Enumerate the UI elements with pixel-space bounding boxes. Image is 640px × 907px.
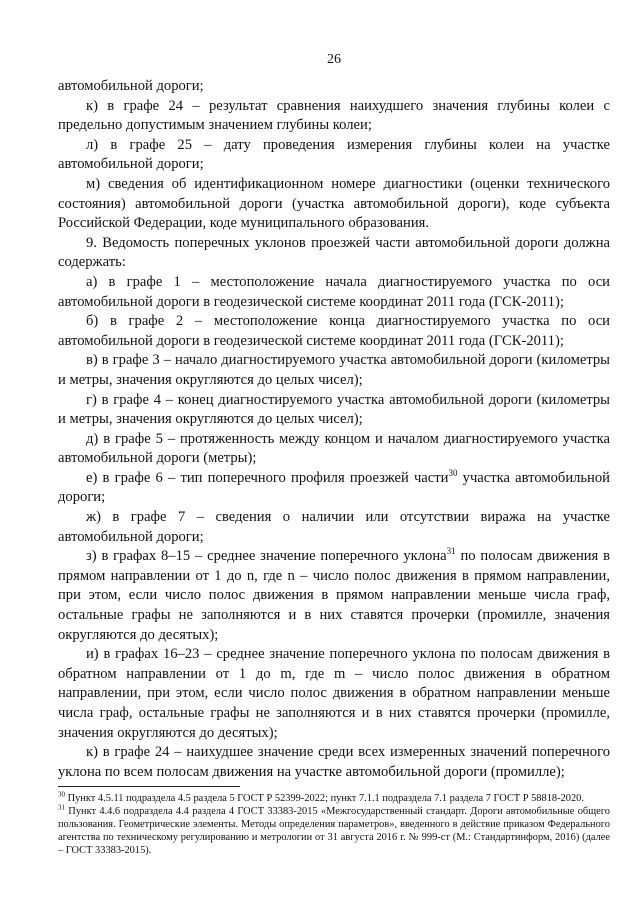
paragraph-text: з) в графах 8–15 – среднее значение поперечного уклона	[86, 548, 447, 565]
paragraph	[58, 645, 610, 743]
paragraph	[58, 136, 610, 175]
paragraph	[58, 234, 610, 273]
document-body	[58, 77, 610, 782]
paragraph-text: и) в графах 16–23 – среднее значение поперечного уклона по полосам движения в обратном направлении от 1 до m, где m – число полос движения в обратном направлении, при этом, если число полос движения в обратном направлении меньше числа граф, остальные графы не заполняются и в них ставятся прочерки (промилле, значения округляются до десятых);	[58, 646, 610, 741]
paragraph	[58, 469, 610, 508]
footnote-separator	[58, 786, 240, 787]
paragraph	[58, 175, 610, 234]
footnote	[58, 792, 610, 805]
paragraph-text: по полосам движения в прямом направлении от 1 до n, где n – число полос движения в прямом направлении, при этом, если число полос движения в прямом направлении меньше числа граф, остальные графы не заполняются и в них ставятся прочерки (промилле, значения округляются до десятых);	[58, 548, 610, 643]
footnote-reference: 31	[446, 546, 456, 557]
paragraph-text: к) в графе 24 – наихудшее значение среди всех измеренных значений поперечного уклона по всем полосам движения на участке автомобильной дороги (промилле);	[58, 744, 610, 780]
paragraph-text: б) в графе 2 – местоположение конца диагностируемого участка по оси автомобильной дороги в геодезической системе координат 2011 года (ГСК-2011);	[58, 313, 610, 349]
footnote-number: 31	[58, 803, 65, 812]
paragraph-text: е) в графе 6 – тип поперечного профиля проезжей части	[86, 469, 449, 486]
paragraph-text: м) сведения об идентификационном номере диагностики (оценки технического состояния) автомобильной дороги (участка автомобильной дороги), коде субъекта Российской Федерации, коде муниципального образования.	[58, 175, 610, 232]
document-page	[58, 0, 610, 907]
paragraph	[58, 77, 610, 97]
paragraph	[58, 508, 610, 547]
page-number: 26	[327, 52, 341, 67]
paragraph-text: д) в графе 5 – протяженность между концом и началом диагностируемого участка автомобильной дороги (метры);	[58, 430, 610, 467]
paragraph-text: 9. Ведомость поперечных уклонов проезжей части автомобильной дороги должна содержать:	[58, 234, 610, 271]
paragraph-text: л) в графе 25 – дату проведения измерения глубины колеи на участке автомобильной дороги;	[58, 136, 610, 173]
paragraph	[58, 97, 610, 136]
paragraph	[58, 743, 610, 782]
footnote-reference: 30	[448, 468, 458, 479]
paragraph-text: к) в графе 24 – результат сравнения наихудшего значения глубины колеи с предельно допустимым значением глубины колеи;	[58, 97, 610, 134]
paragraph	[58, 312, 610, 351]
footnote-text: Пункт 4.4.6 подраздела 4.4 раздела 4 ГОСТ 33383-2015 «Межгосударственный стандарт. Дороги автомобильные общего пользования. Геометрические элементы. Методы определения параметров», введенного в действие приказом Федерального агентства по техническому регулированию и метрологии от 31 августа 2016 г. № 999-ст (М.: Стандартинформ, 2016) (далее – ГОСТ 33383-2015).	[58, 806, 610, 856]
paragraph	[58, 430, 610, 469]
footnote-text: Пункт 4.5.11 подраздела 4.5 раздела 5 ГОСТ Р 52399-2022; пункт 7.1.1 подраздела 7.1 раздела 7 ГОСТ Р 58818-2020.	[65, 793, 584, 804]
footnote	[58, 805, 610, 857]
paragraph-text: ж) в графе 7 – сведения о наличии или отсутствии виража на участке автомобильной дороги;	[58, 509, 610, 545]
footnote-number: 30	[58, 790, 65, 799]
paragraph-text: в) в графе 3 – начало диагностируемого участка автомобильной дороги (километры и метры, значения округляются до целых чисел);	[58, 352, 610, 388]
paragraph	[58, 273, 610, 312]
paragraph	[58, 351, 610, 390]
paragraph-text: участка автомобильной дороги;	[58, 469, 610, 506]
paragraph	[58, 547, 610, 645]
paragraph-text: автомобильной дороги;	[58, 78, 204, 94]
paragraph-text: а) в графе 1 – местоположение начала диагностируемого участка по оси автомобильной дороги в геодезической системе координат 2011 года (ГСК-2011);	[58, 273, 610, 310]
paragraph	[58, 391, 610, 430]
paragraph-text: г) в графе 4 – конец диагностируемого участка автомобильной дороги (километры и метры, значения округляются до целых чисел);	[58, 391, 610, 428]
footnotes	[58, 792, 610, 857]
